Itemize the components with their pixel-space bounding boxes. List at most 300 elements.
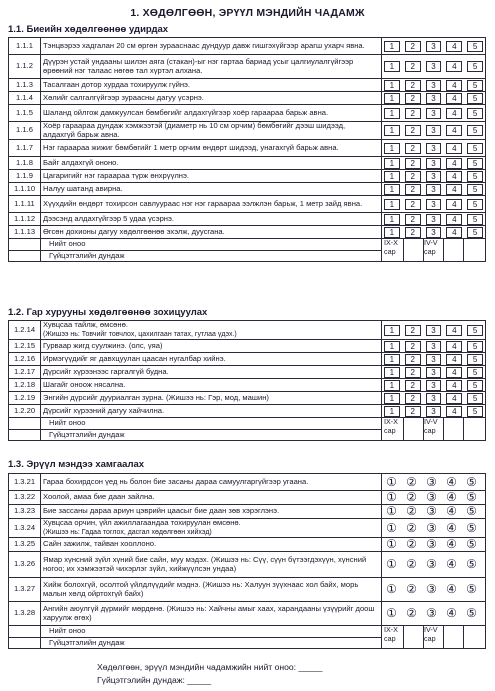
score-cell bbox=[382, 122, 486, 140]
score-option-2[interactable]: 2 bbox=[405, 61, 421, 72]
item-text-cell bbox=[41, 226, 382, 239]
score-option-5[interactable]: 5 bbox=[467, 143, 483, 154]
score-option-1[interactable]: 1 bbox=[384, 406, 400, 417]
item-text-cell bbox=[41, 170, 382, 183]
item-text: Налуу шатанд авирна. bbox=[43, 183, 123, 193]
period-cell bbox=[444, 418, 464, 440]
period-cell bbox=[404, 626, 424, 648]
item-number: 1.3.26 bbox=[9, 552, 41, 578]
score-option-4[interactable]: 4 bbox=[446, 143, 462, 154]
item-row bbox=[9, 505, 486, 519]
item-text: Хоёр гараараа дундаж хэмжээтэй (диаметр нь 10 см орчим) бөмбөгийг дээш шидээд, алдахгүй барьж авна. bbox=[43, 121, 346, 139]
score-option-1[interactable]: 1 bbox=[384, 143, 400, 154]
score-option-2[interactable]: ② bbox=[406, 474, 417, 489]
item-example: (Жишээ нь: Товчийг товчлох, цахилгаан татах, гутлаа үдэх.) bbox=[43, 330, 237, 338]
item-text-cell bbox=[41, 405, 382, 418]
score-option-1[interactable]: ① bbox=[386, 582, 397, 597]
page-title: 1. ХӨДӨЛГӨӨН, ЭРҮҮЛ МЭНДИЙН ЧАДАМЖ bbox=[130, 7, 365, 19]
period-cell bbox=[444, 239, 464, 261]
score-option-5[interactable]: 5 bbox=[467, 380, 483, 391]
item-text-cell bbox=[41, 379, 382, 392]
item-text: Нэг гараараа жижиг бөмбөгийг 1 метр орчим өндөрт шидээд, унагахгүй барьж авна. bbox=[43, 142, 339, 152]
item-row bbox=[9, 170, 486, 183]
item-row bbox=[9, 196, 486, 213]
score-option-4[interactable]: 4 bbox=[446, 214, 462, 225]
item-text-cell bbox=[41, 183, 382, 196]
score-option-3[interactable]: ③ bbox=[426, 520, 437, 535]
item-text: Дүрсийг хүрээнээс гаргалгүй будна. bbox=[43, 366, 169, 376]
score-option-4[interactable]: 4 bbox=[446, 108, 462, 119]
score-option-3[interactable]: ③ bbox=[426, 504, 437, 518]
item-row bbox=[9, 226, 486, 239]
score-option-3[interactable]: 3 bbox=[426, 41, 442, 52]
item-text-cell bbox=[41, 92, 382, 105]
item-text-cell bbox=[41, 552, 382, 578]
score-option-1[interactable]: 1 bbox=[384, 341, 400, 352]
score-cell bbox=[382, 38, 486, 55]
item-row bbox=[9, 157, 486, 170]
score-cell bbox=[382, 505, 486, 519]
item-text: Хөлийг салгалгүйгээр зураасны дагуу үсэрнэ. bbox=[43, 92, 204, 102]
item-text: Гурваар жигд суулжинэ. (олс, үяа) bbox=[43, 340, 163, 350]
item-text-cell bbox=[41, 353, 382, 366]
score-option-3[interactable]: ③ bbox=[426, 606, 437, 621]
period-cell bbox=[424, 418, 444, 440]
score-option-5[interactable]: 5 bbox=[467, 125, 483, 136]
score-option-2[interactable]: ② bbox=[406, 582, 417, 597]
score-cell bbox=[382, 170, 486, 183]
score-cell bbox=[382, 55, 486, 79]
total-row bbox=[9, 239, 486, 251]
total-value-cells[interactable] bbox=[382, 626, 486, 649]
item-row bbox=[9, 122, 486, 140]
item-row bbox=[9, 602, 486, 626]
item-text: Хоолой, амаа бие даан зайлна. bbox=[43, 492, 155, 502]
score-cell bbox=[382, 183, 486, 196]
score-option-1[interactable]: 1 bbox=[384, 227, 400, 238]
score-option-4[interactable]: ④ bbox=[446, 537, 457, 552]
item-row bbox=[9, 405, 486, 418]
score-option-1[interactable]: 1 bbox=[384, 41, 400, 52]
score-option-5[interactable]: 5 bbox=[467, 93, 483, 104]
score-option-3[interactable]: 3 bbox=[426, 108, 442, 119]
item-text: Байг алдахгүй ононо. bbox=[43, 157, 119, 167]
section-title-1-3: 1.3. Эрүүл мэндээ хамгаалах bbox=[8, 459, 145, 470]
score-option-4[interactable]: ④ bbox=[446, 504, 457, 518]
section-title-1-1: 1.1. Биеийн хөдөлгөөнөө удирдах bbox=[8, 24, 169, 35]
score-cell bbox=[382, 366, 486, 379]
score-option-1[interactable]: 1 bbox=[384, 80, 400, 91]
score-option-4[interactable]: 4 bbox=[446, 380, 462, 391]
item-number: 1.1.8 bbox=[9, 157, 41, 170]
item-number: 1.3.27 bbox=[9, 578, 41, 602]
score-cell bbox=[382, 552, 486, 578]
period-cell bbox=[404, 418, 424, 440]
score-cell bbox=[382, 519, 486, 538]
score-option-2[interactable]: 2 bbox=[405, 325, 421, 336]
item-number: 1.3.25 bbox=[9, 538, 41, 552]
score-option-5[interactable]: 5 bbox=[467, 227, 483, 238]
score-cell bbox=[382, 340, 486, 353]
period-cell bbox=[424, 239, 444, 261]
score-option-2[interactable]: ② bbox=[406, 557, 417, 572]
item-row bbox=[9, 379, 486, 392]
score-option-4[interactable]: 4 bbox=[446, 80, 462, 91]
average-label: Гүйцэтгэлийн дундаж bbox=[41, 429, 382, 441]
item-text-cell bbox=[41, 392, 382, 405]
item-row bbox=[9, 538, 486, 552]
score-option-3[interactable]: 3 bbox=[426, 184, 442, 195]
score-option-3[interactable]: 3 bbox=[426, 341, 442, 352]
score-option-5[interactable]: 5 bbox=[467, 325, 483, 336]
score-option-3[interactable]: 3 bbox=[426, 354, 442, 365]
score-option-4[interactable]: ④ bbox=[446, 490, 457, 504]
score-option-2[interactable]: 2 bbox=[405, 393, 421, 404]
score-option-1[interactable]: 1 bbox=[384, 61, 400, 72]
item-row bbox=[9, 183, 486, 196]
item-number: 1.2.18 bbox=[9, 379, 41, 392]
score-option-3[interactable]: 3 bbox=[426, 93, 442, 104]
score-option-2[interactable]: 2 bbox=[405, 227, 421, 238]
score-option-2[interactable]: 2 bbox=[405, 171, 421, 182]
item-number: 1.1.6 bbox=[9, 122, 41, 140]
item-text-cell bbox=[41, 366, 382, 379]
item-text-cell bbox=[41, 602, 382, 626]
score-option-2[interactable]: 2 bbox=[405, 41, 421, 52]
score-cell bbox=[382, 538, 486, 552]
score-option-5[interactable]: 5 bbox=[467, 80, 483, 91]
period-cell bbox=[384, 626, 404, 648]
score-option-1[interactable]: 1 bbox=[384, 367, 400, 378]
item-text-cell bbox=[41, 196, 382, 213]
score-option-4[interactable]: ④ bbox=[446, 557, 457, 572]
score-option-1[interactable]: 1 bbox=[384, 380, 400, 391]
item-text: Дээсэнд алдахгүйгээр 5 удаа үсэрнэ. bbox=[43, 213, 174, 223]
score-option-4[interactable]: 4 bbox=[446, 406, 462, 417]
footer-blank bbox=[9, 239, 41, 251]
score-option-2[interactable]: ② bbox=[406, 606, 417, 621]
score-option-5[interactable]: 5 bbox=[467, 61, 483, 72]
item-number: 1.1.7 bbox=[9, 140, 41, 157]
score-option-3[interactable]: 3 bbox=[426, 199, 442, 210]
period-label: IV-V сар bbox=[424, 417, 438, 435]
item-text-cell bbox=[41, 505, 382, 519]
score-option-5[interactable]: 5 bbox=[467, 171, 483, 182]
score-option-5[interactable]: 5 bbox=[467, 354, 483, 365]
score-option-4[interactable]: 4 bbox=[446, 227, 462, 238]
item-row bbox=[9, 55, 486, 79]
score-cell bbox=[382, 353, 486, 366]
item-text: Ямар хүнсний зүйл хүний бие сайн, муу мэдэх. (Жишээ нь: Сүү, сүүн бүтээгдэхүүн, хүнсний ногоо; их хэмжээтэй чихэрлэг зүйл, хийжүүлсэн ундаа) bbox=[43, 555, 367, 573]
score-cell bbox=[382, 491, 486, 505]
item-text: Ангийн аюулгүй дүрмийг мөрдөнө. (Жишээ нь: Хайчны амыг хаах, харандааны үзүүрийг доош харуулж өгөх) bbox=[43, 604, 375, 622]
item-row bbox=[9, 474, 486, 491]
score-option-5[interactable]: 5 bbox=[467, 199, 483, 210]
item-text: Хувцсаа орчин, үйл ажиллагаандаа тохируулан өмсөнө. bbox=[43, 518, 241, 527]
score-option-2[interactable]: 2 bbox=[405, 380, 421, 391]
item-row bbox=[9, 340, 486, 353]
score-option-1[interactable]: 1 bbox=[384, 354, 400, 365]
period-cell bbox=[384, 418, 404, 440]
score-option-1[interactable]: 1 bbox=[384, 393, 400, 404]
item-number: 1.2.19 bbox=[9, 392, 41, 405]
score-option-2[interactable]: 2 bbox=[405, 93, 421, 104]
score-option-5[interactable]: 5 bbox=[467, 393, 483, 404]
period-cell bbox=[424, 626, 444, 648]
score-option-4[interactable]: 4 bbox=[446, 325, 462, 336]
score-option-1[interactable]: 1 bbox=[384, 158, 400, 169]
period-cell bbox=[444, 626, 464, 648]
total-row bbox=[9, 626, 486, 638]
score-option-1[interactable]: 1 bbox=[384, 184, 400, 195]
score-cell bbox=[382, 392, 486, 405]
item-text-cell bbox=[41, 474, 382, 491]
score-option-5[interactable]: ⑤ bbox=[466, 520, 477, 535]
score-option-4[interactable]: ④ bbox=[446, 582, 457, 597]
item-number: 1.1.13 bbox=[9, 226, 41, 239]
item-number: 1.2.15 bbox=[9, 340, 41, 353]
score-cell bbox=[382, 92, 486, 105]
item-row bbox=[9, 353, 486, 366]
section-table-1-2 bbox=[8, 320, 486, 441]
score-cell bbox=[382, 105, 486, 122]
score-option-2[interactable]: 2 bbox=[405, 80, 421, 91]
score-option-4[interactable]: ④ bbox=[446, 606, 457, 621]
score-option-5[interactable]: 5 bbox=[467, 41, 483, 52]
score-option-4[interactable]: 4 bbox=[446, 184, 462, 195]
score-option-5[interactable]: ⑤ bbox=[466, 490, 477, 504]
score-option-1[interactable]: 1 bbox=[384, 125, 400, 136]
item-text-cell bbox=[41, 578, 382, 602]
item-row bbox=[9, 519, 486, 538]
item-row bbox=[9, 366, 486, 379]
score-option-4[interactable]: 4 bbox=[446, 393, 462, 404]
score-option-2[interactable]: 2 bbox=[405, 367, 421, 378]
item-number: 1.3.21 bbox=[9, 474, 41, 491]
item-text-cell bbox=[41, 519, 382, 538]
score-option-3[interactable]: ③ bbox=[426, 537, 437, 552]
footer-blank bbox=[9, 429, 41, 441]
score-cell bbox=[382, 474, 486, 491]
score-cell bbox=[382, 157, 486, 170]
score-cell bbox=[382, 213, 486, 226]
score-option-3[interactable]: ③ bbox=[426, 490, 437, 504]
score-option-5[interactable]: ⑤ bbox=[466, 474, 477, 489]
score-option-1[interactable]: ① bbox=[386, 490, 397, 504]
score-option-5[interactable]: 5 bbox=[467, 406, 483, 417]
score-option-1[interactable]: 1 bbox=[384, 325, 400, 336]
score-option-4[interactable]: 4 bbox=[446, 41, 462, 52]
score-option-5[interactable]: ⑤ bbox=[466, 504, 477, 518]
score-option-3[interactable]: 3 bbox=[426, 380, 442, 391]
score-option-5[interactable]: 5 bbox=[467, 341, 483, 352]
score-option-1[interactable]: 1 bbox=[384, 214, 400, 225]
score-option-3[interactable]: 3 bbox=[426, 214, 442, 225]
score-option-2[interactable]: 2 bbox=[405, 406, 421, 417]
score-option-3[interactable]: 3 bbox=[426, 80, 442, 91]
item-text-cell bbox=[41, 491, 382, 505]
score-option-3[interactable]: 3 bbox=[426, 61, 442, 72]
score-option-4[interactable]: 4 bbox=[446, 367, 462, 378]
score-option-1[interactable]: 1 bbox=[384, 171, 400, 182]
score-option-4[interactable]: 4 bbox=[446, 61, 462, 72]
item-row bbox=[9, 321, 486, 340]
score-option-2[interactable]: ② bbox=[406, 504, 417, 518]
score-option-4[interactable]: 4 bbox=[446, 199, 462, 210]
score-option-5[interactable]: 5 bbox=[467, 108, 483, 119]
item-row bbox=[9, 578, 486, 602]
score-option-4[interactable]: 4 bbox=[446, 354, 462, 365]
item-row bbox=[9, 79, 486, 92]
total-label: Нийт оноо bbox=[41, 626, 382, 638]
footer-blank bbox=[9, 250, 41, 262]
score-cell bbox=[382, 321, 486, 340]
score-option-3[interactable]: 3 bbox=[426, 143, 442, 154]
score-option-1[interactable]: ① bbox=[386, 606, 397, 621]
score-option-3[interactable]: ③ bbox=[426, 582, 437, 597]
item-row bbox=[9, 105, 486, 122]
score-option-5[interactable]: 5 bbox=[467, 158, 483, 169]
score-cell bbox=[382, 602, 486, 626]
score-option-4[interactable]: 4 bbox=[446, 171, 462, 182]
item-number: 1.1.5 bbox=[9, 105, 41, 122]
score-option-2[interactable]: 2 bbox=[405, 125, 421, 136]
score-option-2[interactable]: ② bbox=[406, 490, 417, 504]
item-example: (Жишээ нь: Гадаа тоглох, дасгал хөдөлгөөн хийхэд) bbox=[43, 528, 212, 536]
score-option-1[interactable]: ① bbox=[386, 557, 397, 572]
period-cell bbox=[464, 418, 484, 440]
item-number: 1.1.2 bbox=[9, 55, 41, 79]
score-option-1[interactable]: 1 bbox=[384, 108, 400, 119]
item-text: Шаланд ойлгож дамжуулсан бөмбөгийг алдахгүйгээр хоёр гараараа барьж авна. bbox=[43, 107, 329, 117]
score-option-2[interactable]: ② bbox=[406, 520, 417, 535]
item-number: 1.1.10 bbox=[9, 183, 41, 196]
score-option-2[interactable]: ② bbox=[406, 537, 417, 552]
score-option-2[interactable]: 2 bbox=[405, 341, 421, 352]
item-row bbox=[9, 392, 486, 405]
score-option-3[interactable]: ③ bbox=[426, 474, 437, 489]
period-label: IX-X сар bbox=[384, 625, 398, 643]
item-text-cell bbox=[41, 140, 382, 157]
score-option-1[interactable]: ① bbox=[386, 474, 397, 489]
score-option-3[interactable]: 3 bbox=[426, 171, 442, 182]
score-option-5[interactable]: 5 bbox=[467, 214, 483, 225]
chadamj-average-line: Гүйцэтгэлийн дундаж: _____ bbox=[97, 675, 212, 685]
score-cell bbox=[382, 379, 486, 392]
footer-blank bbox=[9, 626, 41, 638]
score-option-3[interactable]: 3 bbox=[426, 367, 442, 378]
score-option-1[interactable]: ① bbox=[386, 504, 397, 518]
score-option-5[interactable]: ⑤ bbox=[466, 582, 477, 597]
score-option-2[interactable]: 2 bbox=[405, 158, 421, 169]
score-option-3[interactable]: 3 bbox=[426, 227, 442, 238]
total-label: Нийт оноо bbox=[41, 418, 382, 430]
score-option-2[interactable]: 2 bbox=[405, 143, 421, 154]
item-number: 1.1.4 bbox=[9, 92, 41, 105]
score-option-2[interactable]: 2 bbox=[405, 199, 421, 210]
item-text: Өгсөн дохионы дагуу хөдөлгөөнөө эхэлж, дуусгана. bbox=[43, 226, 225, 236]
score-option-4[interactable]: 4 bbox=[446, 341, 462, 352]
period-cell bbox=[464, 239, 484, 261]
score-option-2[interactable]: 2 bbox=[405, 354, 421, 365]
footer-blank bbox=[9, 418, 41, 430]
item-text-cell bbox=[41, 122, 382, 140]
item-row bbox=[9, 213, 486, 226]
footer-blank bbox=[9, 637, 41, 649]
item-number: 1.3.28 bbox=[9, 602, 41, 626]
score-option-1[interactable]: ① bbox=[386, 520, 397, 535]
section-title-1-2: 1.2. Гар хурууны хөдөлгөөнөө зохицуулах bbox=[8, 307, 208, 318]
item-text: Дүрсийг хүрээний дагуу хайчилна. bbox=[43, 405, 165, 415]
score-option-2[interactable]: 2 bbox=[405, 108, 421, 119]
score-option-4[interactable]: ④ bbox=[446, 474, 457, 489]
item-number: 1.2.20 bbox=[9, 405, 41, 418]
item-row bbox=[9, 92, 486, 105]
item-text-cell bbox=[41, 340, 382, 353]
total-row bbox=[9, 418, 486, 430]
period-cell bbox=[404, 239, 424, 261]
score-option-1[interactable]: ① bbox=[386, 537, 397, 552]
item-text-cell bbox=[41, 79, 382, 92]
section-table-1-3 bbox=[8, 473, 486, 649]
score-cell bbox=[382, 196, 486, 213]
score-option-4[interactable]: 4 bbox=[446, 158, 462, 169]
score-option-3[interactable]: 3 bbox=[426, 125, 442, 136]
item-text: Бие зассаны дараа ариун цэврийн цаасыг бие даан зөв хэрэглэнэ. bbox=[43, 506, 280, 516]
score-option-1[interactable]: 1 bbox=[384, 199, 400, 210]
score-option-4[interactable]: 4 bbox=[446, 93, 462, 104]
total-value-cells[interactable] bbox=[382, 239, 486, 262]
item-text-cell bbox=[41, 55, 382, 79]
score-option-5[interactable]: ⑤ bbox=[466, 557, 477, 572]
item-text-cell bbox=[41, 538, 382, 552]
score-option-4[interactable]: ④ bbox=[446, 520, 457, 535]
score-option-2[interactable]: 2 bbox=[405, 214, 421, 225]
score-option-3[interactable]: 3 bbox=[426, 325, 442, 336]
item-number: 1.2.17 bbox=[9, 366, 41, 379]
score-cell bbox=[382, 226, 486, 239]
score-option-2[interactable]: 2 bbox=[405, 184, 421, 195]
score-option-5[interactable]: ⑤ bbox=[466, 537, 477, 552]
average-label: Гүйцэтгэлийн дундаж bbox=[41, 250, 382, 262]
score-cell bbox=[382, 405, 486, 418]
item-text: Сайн зажилж, тайван хооллоно. bbox=[43, 539, 157, 549]
score-option-4[interactable]: 4 bbox=[446, 125, 462, 136]
total-value-cells[interactable] bbox=[382, 418, 486, 441]
item-text-cell bbox=[41, 157, 382, 170]
item-row bbox=[9, 38, 486, 55]
score-option-5[interactable]: 5 bbox=[467, 367, 483, 378]
period-cell bbox=[384, 239, 404, 261]
score-option-3[interactable]: 3 bbox=[426, 158, 442, 169]
item-text-cell bbox=[41, 38, 382, 55]
item-text: Гараа бохирдсон үед нь болон бие засаны дараа самуулгаргүйгээр угаана. bbox=[43, 476, 309, 486]
section-table-1-1 bbox=[8, 37, 486, 262]
score-option-5[interactable]: ⑤ bbox=[466, 606, 477, 621]
average-label: Гүйцэтгэлийн дундаж bbox=[41, 637, 382, 649]
item-number: 1.1.11 bbox=[9, 196, 41, 213]
score-option-3[interactable]: 3 bbox=[426, 393, 442, 404]
score-option-3[interactable]: 3 bbox=[426, 406, 442, 417]
item-text: Ирмэгүүдийг яг давхцуулан цаасан нугалбар хийнэ. bbox=[43, 353, 226, 363]
item-text: Шагайг оноож нясална. bbox=[43, 379, 126, 389]
item-text: Тасалгаан дотор хурдаа тохируулж гүйнэ. bbox=[43, 79, 191, 89]
score-option-1[interactable]: 1 bbox=[384, 93, 400, 104]
score-option-3[interactable]: ③ bbox=[426, 557, 437, 572]
score-option-5[interactable]: 5 bbox=[467, 184, 483, 195]
item-row bbox=[9, 552, 486, 578]
item-number: 1.1.3 bbox=[9, 79, 41, 92]
